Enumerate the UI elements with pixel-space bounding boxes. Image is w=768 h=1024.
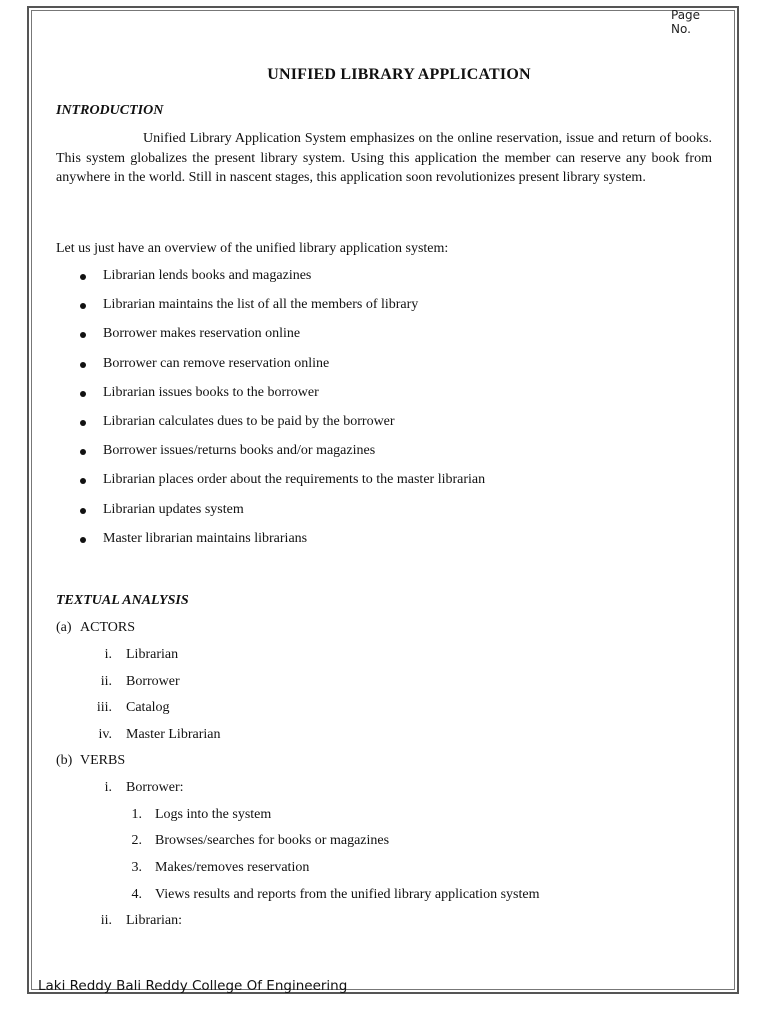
- list-item: Librarian maintains the list of all the members of library: [78, 297, 485, 326]
- page-number-label: Page No.: [671, 8, 701, 36]
- verb-item: Views results and reports from the unified library application system: [155, 887, 540, 902]
- actor-item: Librarian: [126, 647, 179, 662]
- bullet-icon: [80, 478, 86, 484]
- actors-label: (a): [56, 620, 72, 635]
- verb-numeral: 4.: [131, 887, 142, 902]
- verb-item: Logs into the system: [155, 807, 272, 822]
- actor-numeral: ii.: [100, 674, 112, 689]
- verb-group-numeral: i.: [104, 780, 112, 795]
- overview-lead: Let us just have an overview of the unified library application system:: [56, 241, 449, 256]
- list-item: Librarian issues books to the borrower: [78, 385, 485, 414]
- actor-item: Borrower: [126, 674, 180, 689]
- bullet-icon: [80, 303, 86, 309]
- verb-group-librarian: Librarian:: [126, 913, 182, 928]
- actors-title: ACTORS: [80, 620, 135, 635]
- list-item: Borrower can remove reservation online: [78, 356, 485, 385]
- bullet-icon: [80, 420, 86, 426]
- list-item: Master librarian maintains librarians: [78, 531, 485, 560]
- actor-numeral: iii.: [96, 700, 112, 715]
- verbs-label: (b): [56, 753, 73, 768]
- bullet-icon: [80, 332, 86, 338]
- verb-numeral: 2.: [131, 833, 142, 848]
- list-item: Librarian places order about the requirements to the master librarian: [78, 472, 485, 501]
- overview-bullet-list: [78, 268, 485, 560]
- list-item: Borrower issues/returns books and/or magazines: [78, 443, 485, 472]
- bullet-icon: [80, 274, 86, 280]
- footer-college-name: Laki Reddy Bali Reddy College Of Engineering: [38, 978, 348, 994]
- verb-group-borrower: Borrower:: [126, 780, 184, 795]
- verb-group-numeral: ii.: [100, 913, 112, 928]
- bullet-icon: [80, 362, 86, 368]
- verbs-title: VERBS: [80, 753, 126, 768]
- actor-item: Catalog: [126, 700, 170, 715]
- document-title: UNIFIED LIBRARY APPLICATION: [267, 66, 531, 83]
- actor-item: Master Librarian: [126, 727, 221, 742]
- actor-numeral: iv.: [98, 727, 112, 742]
- bullet-icon: [80, 537, 86, 543]
- introduction-paragraph: Unified Library Application System emphasizes on the online reservation, issue and return of books. This system globalizes the present library system. Using this application the member can reserve any book from anywhere in the world. Still in nascent stages, this application soon revolutionizes present library system.: [56, 131, 712, 185]
- bullet-icon: [80, 449, 86, 455]
- verb-item: Browses/searches for books or magazines: [155, 833, 390, 848]
- verb-numeral: 1.: [131, 807, 142, 822]
- introduction-heading: INTRODUCTION: [56, 103, 164, 118]
- actor-numeral: i.: [104, 647, 112, 662]
- list-item: Borrower makes reservation online: [78, 326, 485, 355]
- bullet-icon: [80, 508, 86, 514]
- textual-analysis-heading: TEXTUAL ANALYSIS: [56, 593, 189, 608]
- list-item: Librarian updates system: [78, 502, 485, 531]
- list-item: Librarian lends books and magazines: [78, 268, 485, 297]
- list-item: Librarian calculates dues to be paid by the borrower: [78, 414, 485, 443]
- bullet-icon: [80, 391, 86, 397]
- verb-numeral: 3.: [131, 860, 142, 875]
- verb-item: Makes/removes reservation: [155, 860, 310, 875]
